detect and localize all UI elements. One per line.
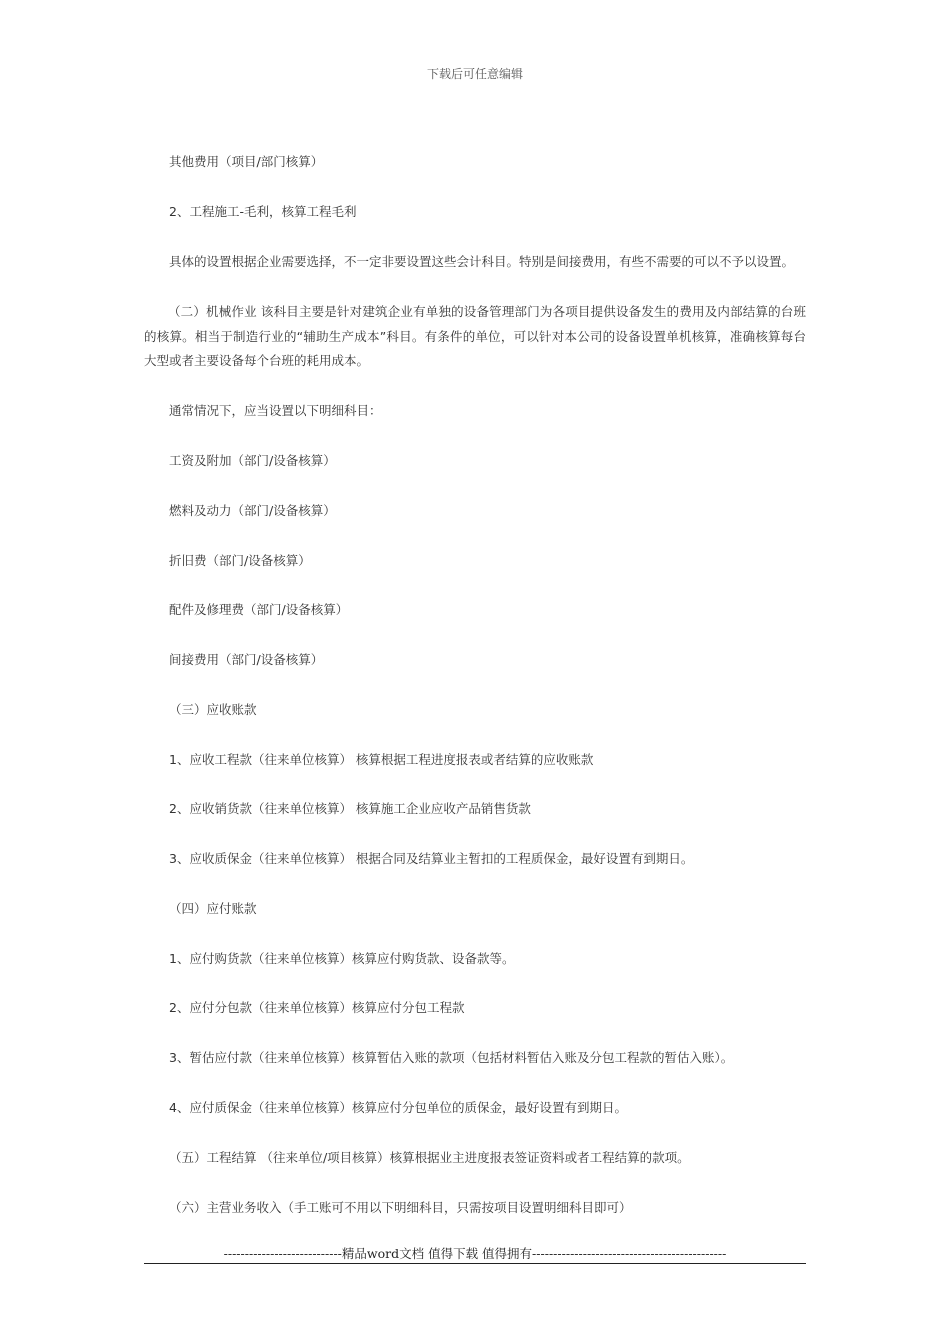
paragraph-machine-operation: （二）机械作业 该科目主要是针对建筑企业有单独的设备管理部门为各项目提供设备发生的费用及内部结算的台班的核算。相当于制造行业的“辅助生产成本”科目。有条件的单位，可以针对本公司的设备设置单机核算，准确核算每台大型或者主要设备每个台班的耗用成本。 [144, 304, 806, 368]
text-line: 1、应付购货款（往来单位核算）核算应付购货款、设备款等。 [169, 951, 515, 966]
section-heading: （三）应收账款 [169, 702, 257, 717]
text-line: 配件及修理费（部门/设备核算） [169, 602, 349, 617]
page-footer: ----------------------------精品word文档 值得下载 值得拥有---------------------------------------------- [223, 1246, 727, 1261]
text-line: 燃料及动力（部门/设备核算） [169, 503, 336, 518]
section-heading: （四）应付账款 [169, 901, 257, 916]
footer-rule [144, 1263, 806, 1264]
text-line: 2、应收销货款（往来单位核算） 核算施工企业应收产品销售货款 [169, 801, 531, 816]
section-heading: （五）工程结算 （往来单位/项目核算）核算根据业主进度报表签证资料或者工程结算的款项。 [169, 1150, 690, 1165]
text-line: 2、应付分包款（往来单位核算）核算应付分包工程款 [169, 1000, 465, 1015]
text-line: 3、应收质保金（往来单位核算） 根据合同及结算业主暂扣的工程质保金，最好设置有到期日。 [169, 851, 694, 866]
text-line: 折旧费（部门/设备核算） [169, 553, 311, 568]
section-heading: （六）主营业务收入（手工账可不用以下明细科目，只需按项目设置明细科目即可） [169, 1200, 632, 1215]
page-header: 下载后可任意编辑 [426, 67, 523, 81]
text-line: 具体的设置根据企业需要选择，不一定非要设置这些会计科目。特别是间接费用，有些不需要的可以不予以设置。 [169, 254, 795, 269]
text-line: 其他费用（项目/部门核算） [169, 154, 324, 169]
text-line: 工资及附加（部门/设备核算） [169, 453, 336, 468]
text-line: 1、应收工程款（往来单位核算） 核算根据工程进度报表或者结算的应收账款 [169, 752, 594, 767]
text-line: 通常情况下，应当设置以下明细科目： [169, 403, 382, 418]
text-line: 2、工程施工-毛利，核算工程毛利 [169, 204, 357, 219]
text-line: 4、应付质保金（往来单位核算）核算应付分包单位的质保金，最好设置有到期日。 [169, 1100, 627, 1115]
text-line: 3、暂估应付款（往来单位核算）核算暂估入账的款项（包括材料暂估入账及分包工程款的暂估入账）。 [169, 1050, 734, 1065]
text-line: 间接费用（部门/设备核算） [169, 652, 324, 667]
